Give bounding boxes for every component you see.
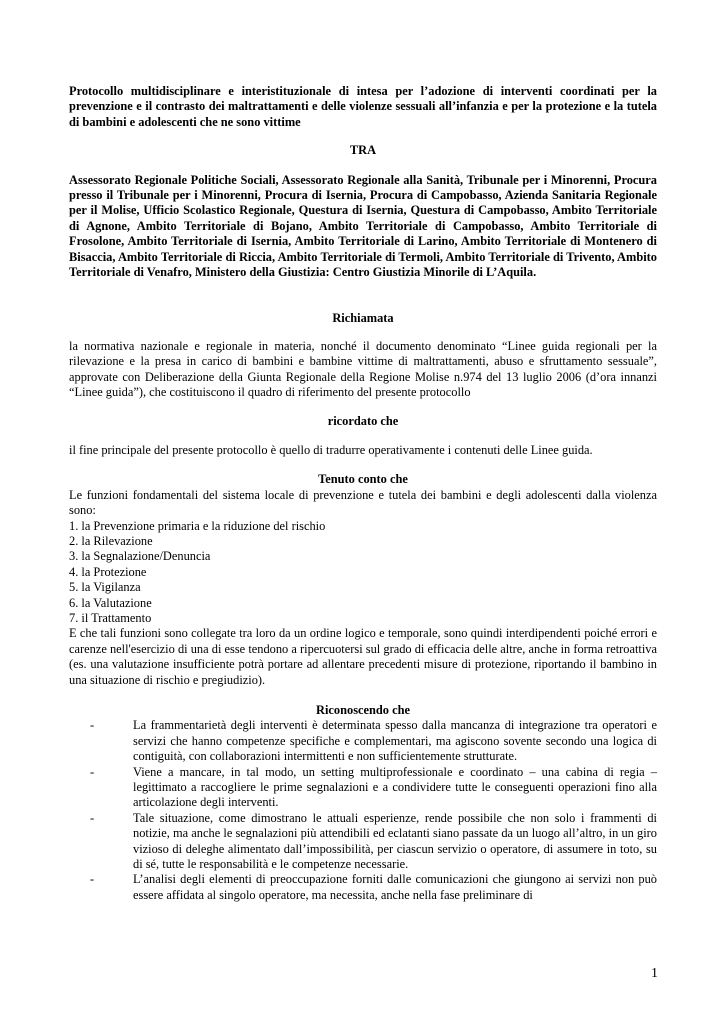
list-item xyxy=(69,765,657,811)
functions-list xyxy=(69,519,657,627)
list-item: 7. il Trattamento xyxy=(69,610,152,625)
tenuto-intro: Le funzioni fondamentali del sistema locale di prevenzione e tutela dei bambini e degli adolescenti dalla violenza sono: xyxy=(69,487,657,518)
tenuto-closing: E che tali funzioni sono collegate tra loro da un ordine logico e temporale, sono quindi interdipendenti poiché errori e carenze nell'esercizio di una di esse tendono a ripercuotersi sul grado di efficacia delle altre, anche in forma retroattiva (es. una valutazione insufficiente potrà portare ad allentare precedenti misure di protezione, riportando il bambino in una situazione di rischio e pregiudizio). xyxy=(69,626,657,687)
tra-heading: TRA xyxy=(349,143,377,158)
bullet-dash: - xyxy=(90,764,95,779)
document-body xyxy=(69,84,657,903)
bullet-dash: - xyxy=(90,872,95,887)
bullet-text: La frammentarietà degli interventi è determinata spesso dalla mancanza di integrazione tra operatori e servizi che hanno competenze specifiche e complementari, ma agiscono sovente secondo una logica di contiguità, con collaborazioni intermittenti e non sufficientemente strutturate. xyxy=(133,718,657,764)
bullet-text: Tale situazione, come dimostrano le attuali esperienze, rende possibile che non solo i frammenti di notizie, ma anche le segnalazioni più attendibili ed eclatanti siano passate da un luogo all’altro, in un giro vizioso di deleghe alimentato dall’impossibilità, per ciascun servizio o operatore, di assumere in toto, su di sé, tutte le responsabilità e le competenze necessarie. xyxy=(133,810,657,872)
ricordato-heading: ricordato che xyxy=(327,413,399,428)
ricordato-text: il fine principale del presente protocollo è quello di tradurre operativamente i contenuti delle Linee guida. xyxy=(69,442,593,457)
list-item xyxy=(69,872,657,903)
list-item: 6. la Valutazione xyxy=(69,595,152,610)
richiamata-text: la normativa nazionale e regionale in materia, nonché il documento denominato “Linee guida regionali per la rilevazione e la presa in carico di bambini e bambine vittime di maltrattamenti, abuso e sfruttamento sessuale”, approvate con Deliberazione della Giunta Regionale della Regione Molise n.974 del 13 luglio 2006 (d’ora innanzi “Linee guida”), che costituiscono il quadro di riferimento del presente protocollo xyxy=(69,338,657,400)
parties-list: Assessorato Regionale Politiche Sociali, Assessorato Regionale alla Sanità, Tribunale per i Minorenni, Procura presso il Tribunale per i Minorenni, Procura di Isernia, Procura di Campobasso, Azienda Sanitaria Regionale per il Molise, Ufficio Scolastico Regionale, Questura di Isernia, Questura di Campobasso, Ambito Territoriale di Agnone, Ambito Territoriale di Bojano, Ambito Territoriale di Campobasso, Ambito Territoriale di Frosolone, Ambito Territoriale di Isernia, Ambito Territoriale di Larino, Ambito Territoriale di Montenero di Bisaccia, Ambito Territoriale di Riccia, Ambito Territoriale di Termoli, Ambito Territoriale di Trivento, Ambito Territoriale di Venafro, Ministero della Giustizia: Centro Giustizia Minorile di L’Aquila. xyxy=(69,172,657,280)
bullet-text: L’analisi degli elementi di preoccupazione forniti dalle comunicazioni che giungono ai servizi non può essere affidata al singolo operatore, ma necessita, anche nella fase preliminare di xyxy=(133,872,657,902)
list-item: 1. la Prevenzione primaria e la riduzione del rischio xyxy=(69,518,326,533)
page-number: 1 xyxy=(651,966,658,981)
riconoscendo-list xyxy=(69,718,657,903)
list-item: 5. la Vigilanza xyxy=(69,580,141,595)
tenuto-heading: Tenuto conto che xyxy=(318,472,408,487)
list-item: 4. la Protezione xyxy=(69,564,147,579)
protocol-title: Protocollo multidisciplinare e interistituzionale di intesa per l’adozione di interventi coordinati per la prevenzione e il contrasto dei maltrattamenti e delle violenze sessuali all’infanzia e per la protezione e la tutela di bambini e adolescenti che ne sono vittime xyxy=(69,84,657,129)
list-item xyxy=(69,718,657,764)
bullet-dash: - xyxy=(90,810,95,825)
list-item: 2. la Rilevazione xyxy=(69,533,153,548)
bullet-dash: - xyxy=(90,718,95,733)
bullet-text: Viene a mancare, in tal modo, un setting multiprofessionale e coordinato – una cabina di regia – legittimato a raccogliere le prime segnalazioni e a condividere tutte le conseguenti operazioni fino alla articolazione degli interventi. xyxy=(133,764,657,810)
list-item: 3. la Segnalazione/Denuncia xyxy=(69,549,211,564)
list-item xyxy=(69,811,657,873)
riconoscendo-heading: Riconoscendo che xyxy=(316,703,410,717)
richiamata-heading: Richiamata xyxy=(332,311,394,326)
